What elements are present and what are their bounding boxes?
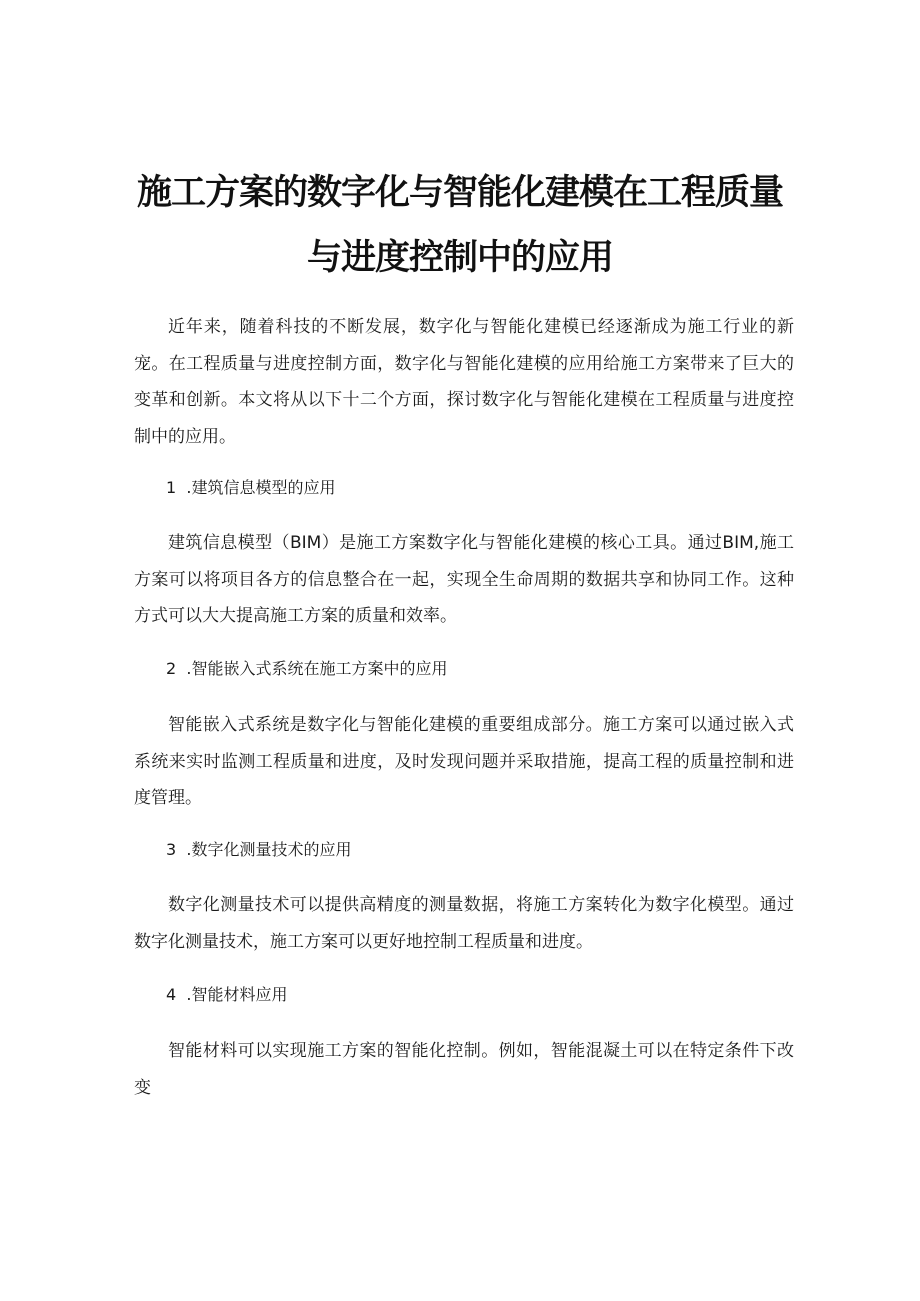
section-heading-4: 4 .智能材料应用: [166, 985, 288, 1004]
section-heading-3: 3 .数字化测量技术的应用: [166, 840, 352, 859]
section-body-3: 数字化测量技术可以提供高精度的测量数据，将施工方案转化为数字化模型。通过数字化测量技术，施工方案可以更好地控制工程质量和进度。: [134, 895, 794, 952]
section-heading-1: 1 .建筑信息模型的应用: [166, 478, 336, 497]
section-body-2: 智能嵌入式系统是数字化与智能化建模的重要组成部分。施工方案可以通过嵌入式系统来实时监测工程质量和进度，及时发现问题并采取措施，提高工程的质量控制和进度管理。: [134, 715, 794, 808]
document-title-line-2: 与进度控制中的应用: [306, 238, 613, 278]
intro-paragraph: 近年来，随着科技的不断发展，数字化与智能化建模已经逐渐成为施工行业的新宠。在工程质量与进度控制方面，数字化与智能化建模的应用给施工方案带来了巨大的变革和创新。本文将从以下十二个方面，探讨数字化与智能化建模在工程质量与进度控制中的应用。: [134, 317, 794, 447]
section-body-1: 建筑信息模型（BIM）是施工方案数字化与智能化建模的核心工具。通过BIM,施工方案可以将项目各方的信息整合在一起，实现全生命周期的数据共享和协同工作。这种方式可以大大提高施工方案的质量和效率。: [134, 533, 794, 626]
section-heading-2: 2 .智能嵌入式系统在施工方案中的应用: [166, 659, 448, 678]
document-title-line-1: 施工方案的数字化与智能化建模在工程质量: [136, 173, 783, 213]
section-body-4: 智能材料可以实现施工方案的智能化控制。例如，智能混凝土可以在特定条件下改变: [134, 1041, 794, 1098]
